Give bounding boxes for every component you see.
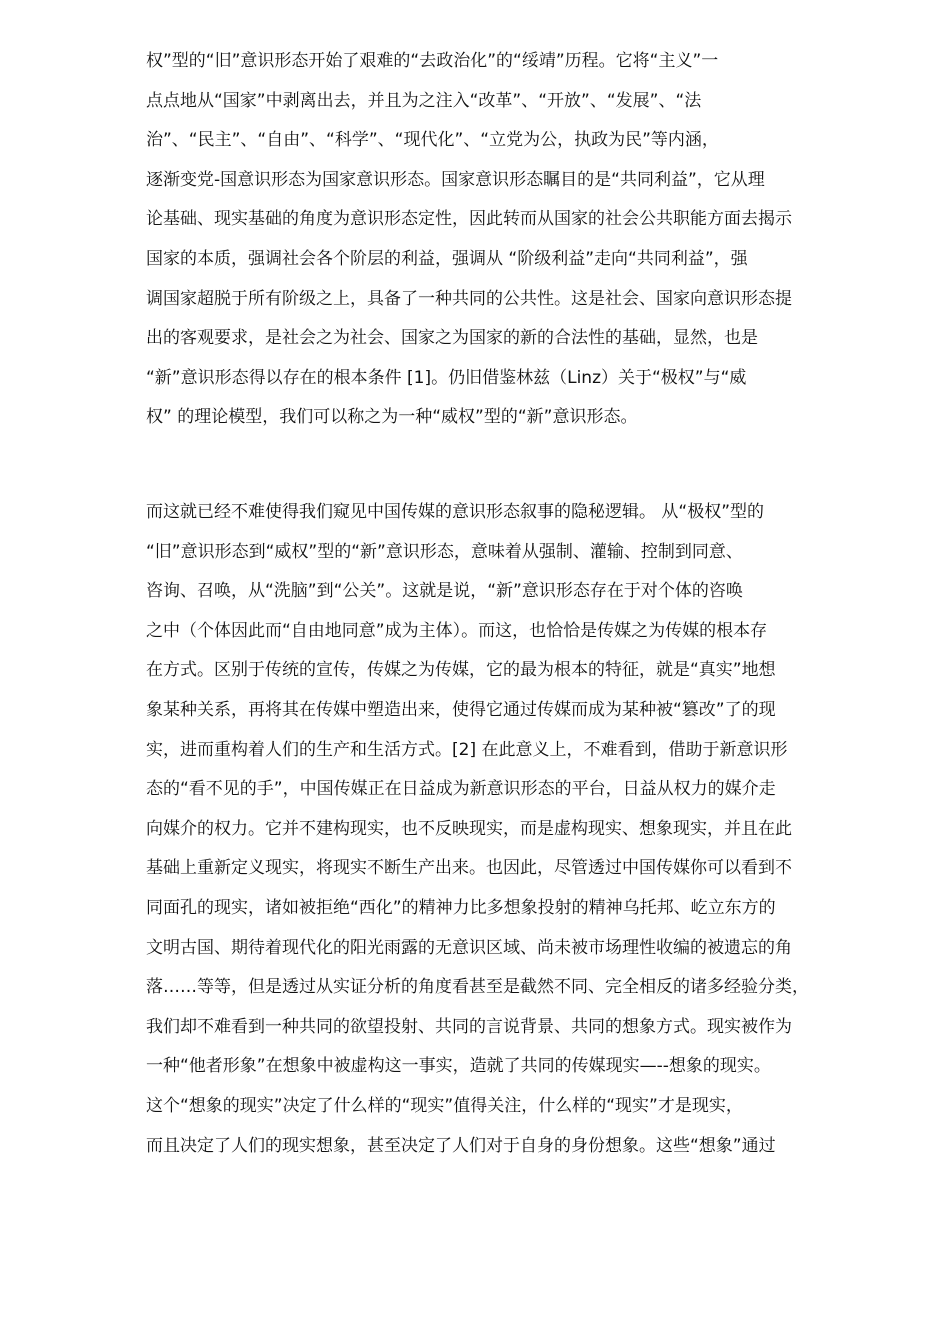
paragraph-2: [146, 493, 886, 1166]
text-line: “旧”意识形态到“威权”型的“新”意识形态，意味着从强制、灌输、控制到同意、: [146, 541, 743, 562]
text-line: 同面孔的现实，诸如被拒绝“西化”的精神力比多想象投射的精神乌托邦、屹立东方的: [146, 897, 776, 918]
text-line: 基础上重新定义现实，将现实不断生产出来。也因此，尽管透过中国传媒你可以看到不: [146, 858, 792, 879]
text-line: 逐渐变党-国意识形态为国家意识形态。国家意识形态瞩目的是“共同利益”，它从理: [146, 169, 765, 190]
text-line: 调国家超脱于所有阶级之上，具备了一种共同的公共性。这是社会、国家向意识形态提: [146, 288, 792, 309]
text-line: 这个“想象的现实”决定了什么样的“现实”值得关注，什么样的“现实”才是现实，: [146, 1095, 743, 1116]
text-line: 出的客观要求，是社会之为社会、国家之为国家的新的合法性的基础，显然，也是: [146, 328, 758, 349]
text-line: 权”型的“旧”意识形态开始了艰难的“去政治化”的“绥靖”历程。它将“主义”一: [146, 51, 719, 71]
text-line: 点点地从“国家”中剥离出去，并且为之注入“改革”、“开放”、“发展”、“法: [146, 90, 702, 111]
text-line: 论基础、现实基础的角度为意识形态定性，因此转而从国家的社会公共职能方面去揭示: [146, 209, 792, 230]
text-line: 态的“看不见的手”，中国传媒正在日益成为新意识形态的平台，日益从权力的媒介走: [146, 779, 776, 800]
paragraph-1: [146, 42, 886, 438]
text-line: 权” 的理论模型，我们可以称之为一种“威权”型的“新”意识形态。: [146, 407, 638, 428]
text-line: 文明古国、期待着现代化的阳光雨露的无意识区域、尚未被市场理性收编的被遗忘的角: [146, 937, 792, 958]
text-line: 一种“他者形象”在想象中被虚构这一事实，造就了共同的传媒现实—--想象的现实。: [146, 1056, 771, 1077]
text-line: 落……等等，但是透过从实证分析的角度看甚至是截然不同、完全相反的诸多经验分类，: [146, 977, 809, 998]
text-line: 而这就已经不难使得我们窥见中国传媒的意识形态叙事的隐秘逻辑。 从“极权”型的: [146, 502, 765, 522]
text-line: 治”、“民主”、“自由”、“科学”、“现代化”、“立党为公，执政为民”等内涵，: [146, 130, 719, 151]
text-line: 向媒介的权力。它并不建构现实，也不反映现实，而是虚构现实、想象现实，并且在此: [146, 818, 792, 839]
text-line: 象某种关系，再将其在传媒中塑造出来，使得它通过传媒而成为某种被“篡改”了的现: [146, 699, 776, 720]
text-line: 在方式。区别于传统的宣传，传媒之为传媒，它的最为根本的特征，就是“真实”地想: [146, 660, 776, 681]
text-line: “新”意识形态得以存在的根本条件 [1]。仍旧借鉴林兹（Linz）关于“极权”与“威: [146, 367, 747, 388]
text-line: 实，进而重构着人们的生产和生活方式。[2] 在此意义上，不难看到，借助于新意识形: [146, 739, 788, 760]
text-line: 我们却不难看到一种共同的欲望投射、共同的言说背景、共同的想象方式。现实被作为: [146, 1016, 792, 1037]
text-line: 而且决定了人们的现实想象，甚至决定了人们对于自身的身份想象。这些“想象”通过: [146, 1135, 776, 1156]
text-line: 国家的本质，强调社会各个阶层的利益，强调从 “阶级利益”走向“共同利益”，强: [146, 248, 748, 269]
text-line: 之中（个体因此而“自由地同意”成为主体）。而这，也恰恰是传媒之为传媒的根本存: [146, 620, 768, 641]
text-line: 咨询、召唤，从“洗脑”到“公关”。这就是说，“新”意识形态存在于对个体的咨唤: [146, 581, 743, 602]
